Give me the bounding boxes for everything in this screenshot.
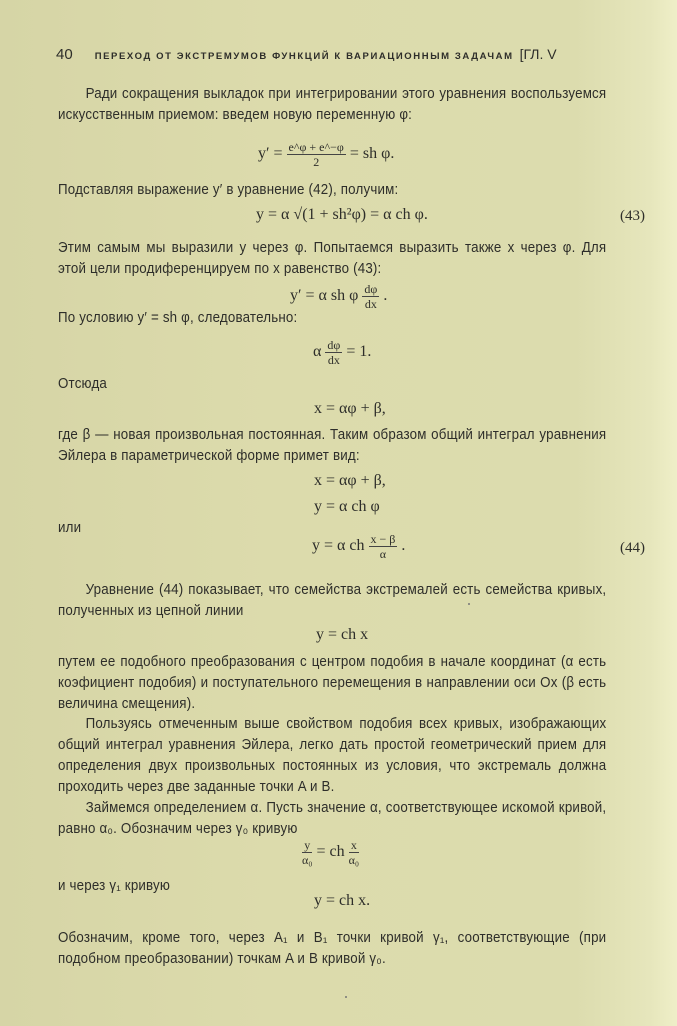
formula-part: .	[401, 537, 406, 555]
paragraph: где β — новая произвольная постоянная. Таким образом общий интеграл уравнения Эйлера в параметрической форме примет вид:	[58, 427, 607, 464]
paragraph: По условию y′ = sh φ, следовательно:	[58, 310, 298, 326]
numerator: x − β	[370, 532, 396, 546]
fraction	[302, 838, 312, 867]
formula-44	[312, 532, 405, 561]
formula-part: α	[313, 343, 322, 361]
page-number: 40	[56, 46, 73, 63]
numerator: x	[349, 838, 359, 853]
numerator: dφ	[364, 282, 378, 296]
numerator: y	[302, 838, 312, 853]
fraction	[369, 532, 398, 561]
denominator: α₀	[348, 853, 360, 867]
fraction	[325, 338, 342, 367]
paragraph: Займемся определением α. Пусть значение α, соответствующее искомой кривой, равно α₀. Обозначим через γ₀ кривую	[58, 800, 607, 837]
paragraph: Обозначим, кроме того, через A₁ и B₁ точки кривой γ₁, соответствующие (при подобном преобразовании) точкам A и B кривой γ₀.	[58, 930, 607, 967]
running-title: ПЕРЕХОД ОТ ЭКСТРЕМУМОВ ФУНКЦИЙ К ВАРИАЦИОННЫМ ЗАДАЧАМ	[94, 51, 514, 62]
speck	[345, 996, 347, 998]
formula-part: y′ =	[258, 145, 283, 163]
formula-part: = 1.	[346, 343, 372, 361]
fraction	[349, 838, 359, 867]
denominator: α₀	[302, 853, 313, 867]
denominator: dx	[327, 353, 340, 367]
equation-label-44: (44)	[620, 540, 645, 556]
formula-part: y = α ch	[312, 537, 365, 555]
fraction	[287, 140, 346, 169]
formula-part: = ch	[316, 843, 345, 861]
paragraph: и через γ₁ кривую	[58, 878, 171, 894]
paragraph: Ради сокращения выкладок при интегрировании этого уравнения воспользуемся искусственным приемом: введем новую переменную φ:	[58, 86, 607, 123]
equation-label-43: (43)	[620, 208, 645, 224]
formula-part: .	[383, 287, 388, 305]
paragraph: Уравнение (44) показывает, что семейства экстремалей есть семейства кривых, полученных из цепной линии	[58, 582, 607, 619]
running-header	[56, 46, 656, 63]
speck	[468, 603, 470, 605]
formula-gamma0	[302, 838, 359, 867]
numerator: e^φ + e^−φ	[288, 140, 344, 154]
denominator: α	[379, 547, 387, 561]
formula-catenary: y = ch x	[316, 626, 369, 643]
denominator: dx	[364, 297, 377, 311]
formula-part: y′ = α sh φ	[290, 287, 359, 305]
formula-y-prime-sh	[258, 140, 394, 169]
fraction	[362, 282, 379, 311]
paragraph: или	[58, 520, 82, 536]
paragraph: путем ее подобного преобразования с центром подобия в начале координат (α есть коэфициент подобия) и поступательного перемещения в направлении оси Ox (β есть величина смещения).	[58, 654, 607, 712]
formula-param-y: y = α ch φ	[314, 498, 380, 515]
formula-y-prime-dphi	[290, 282, 387, 311]
paragraph: Пользуясь отмеченным выше свойством подобия всех кривых, изображающих общий интеграл уравнения Эйлера, легко дать простой геометрический прием для определения двух произвольных постоянных из условия, что экстремаль должна проходить через две заданные точки A и B.	[58, 716, 607, 795]
formula-param-x: x = αφ + β,	[314, 472, 386, 489]
paragraph: Отсюда	[58, 376, 108, 392]
denominator: 2	[313, 155, 320, 169]
formula-alpha-dphi	[313, 338, 371, 367]
chapter-label: [ГЛ. V	[519, 46, 557, 62]
formula-part: = sh φ.	[349, 145, 395, 163]
formula-43: y = α √(1 + sh²φ) = α ch φ.	[256, 206, 428, 223]
formula-gamma1: y = ch x.	[314, 892, 371, 909]
formula-x-alpha-phi: x = αφ + β,	[314, 400, 386, 417]
paragraph: Этим самым мы выразили y через φ. Попытаемся выразить также x через φ. Для этой цели продиференцируем по x равенство (43):	[58, 240, 607, 277]
numerator: dφ	[327, 338, 341, 352]
paragraph: Подставляя выражение y′ в уравнение (42), получим:	[58, 182, 399, 198]
